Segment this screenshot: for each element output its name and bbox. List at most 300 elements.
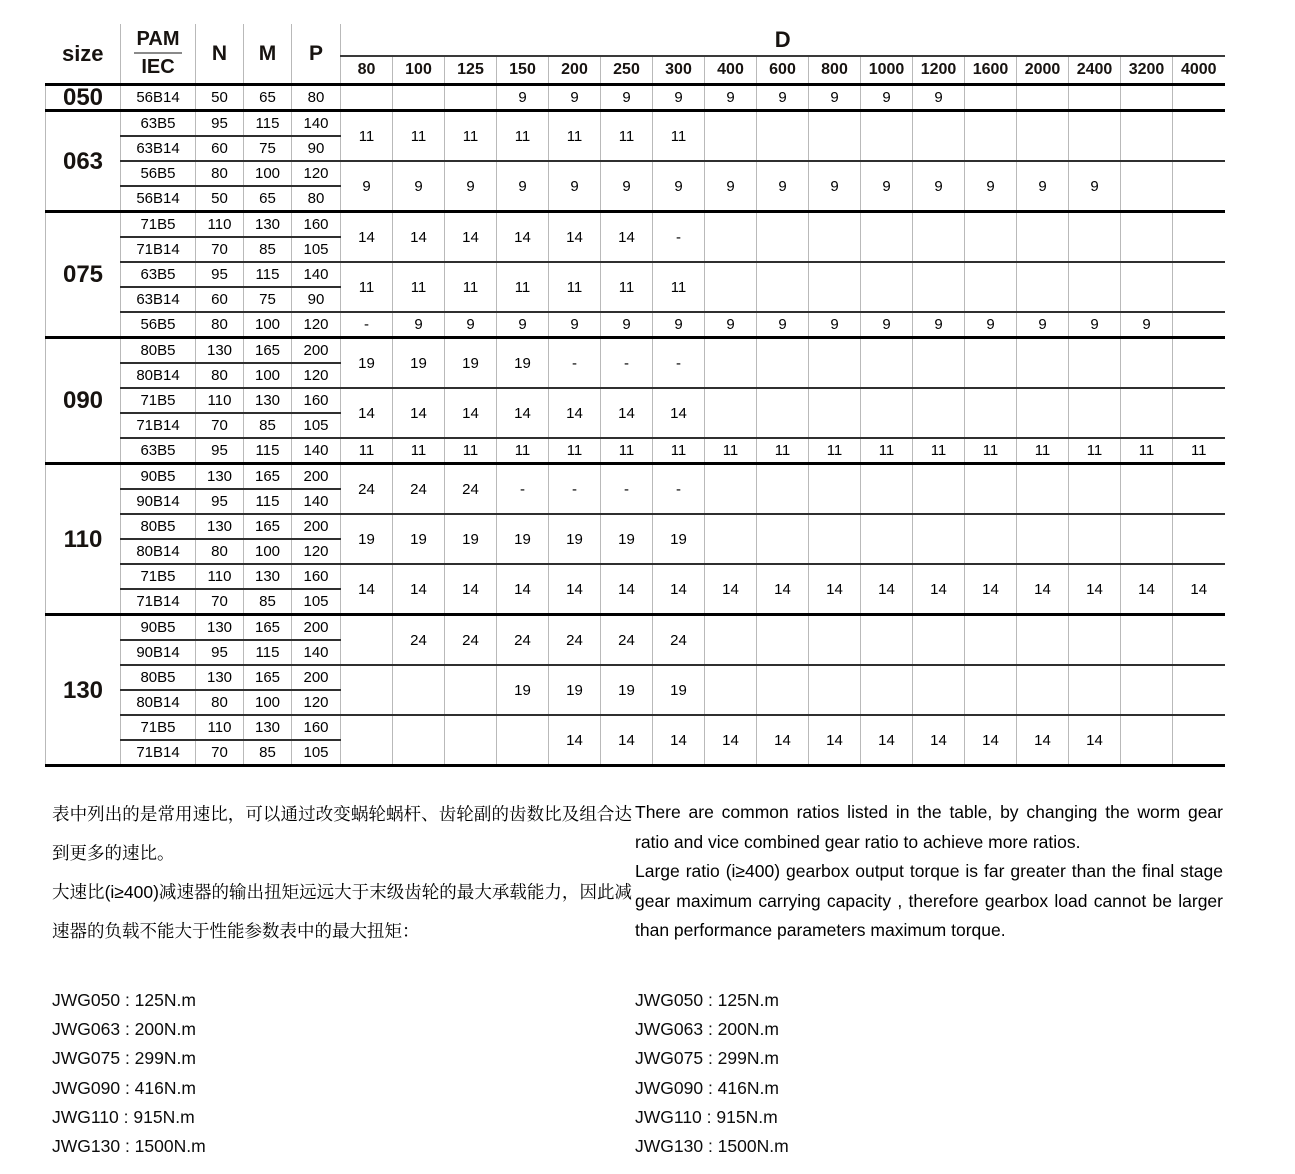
m-cell: 75: [244, 136, 292, 161]
col-header-d-250: 250: [601, 56, 653, 85]
torque-item: JWG090 : 416N.m: [635, 1077, 779, 1098]
n-cell: 130: [196, 514, 244, 539]
n-cell: 80: [196, 363, 244, 388]
header-row-top: [46, 24, 1225, 56]
m-cell: 100: [244, 539, 292, 564]
m-cell: 85: [244, 237, 292, 262]
ratio-cell-600: [757, 615, 809, 666]
iec-cell: 63B5: [121, 438, 196, 464]
ratio-cell-150: 11: [497, 262, 549, 312]
ratio-cell-300: 11: [653, 262, 705, 312]
ratio-cell-150: 11: [497, 111, 549, 162]
ratio-cell-1000: [861, 665, 913, 715]
col-header-d-1200: 1200: [913, 56, 965, 85]
col-header-d-100: 100: [393, 56, 445, 85]
ratio-cell-2000: [1017, 665, 1069, 715]
ratio-cell-400: [705, 514, 757, 564]
ratio-cell-4000: [1173, 388, 1225, 438]
ratio-cell-150: 9: [497, 312, 549, 338]
n-cell: 50: [196, 85, 244, 111]
ratio-cell-2400: 14: [1069, 564, 1121, 615]
p-cell: 200: [292, 665, 341, 690]
ratio-cell-3200: 9: [1121, 312, 1173, 338]
m-cell: 115: [244, 438, 292, 464]
iec-cell: 71B14: [121, 589, 196, 615]
size-cell: 050: [46, 85, 121, 111]
ratio-cell-400: 14: [705, 715, 757, 766]
ratio-cell-400: 9: [705, 312, 757, 338]
ratio-cell-2400: 14: [1069, 715, 1121, 766]
size-cell: 110: [46, 464, 121, 615]
ratio-cell-600: 9: [757, 161, 809, 212]
col-header-d-80: 80: [341, 56, 393, 85]
iec-cell: 90B14: [121, 640, 196, 665]
table-header: [46, 24, 1225, 85]
table-row: [46, 312, 1225, 338]
p-cell: 120: [292, 539, 341, 564]
col-header-n: N: [196, 24, 244, 85]
ratio-cell-250: 11: [601, 262, 653, 312]
ratio-cell-300: 19: [653, 514, 705, 564]
ratio-cell-125: 14: [445, 564, 497, 615]
p-cell: 160: [292, 388, 341, 413]
torque-list-right: [635, 986, 789, 1161]
ratio-cell-150: 9: [497, 161, 549, 212]
torque-item: JWG063 : 200N.m: [635, 1019, 779, 1040]
ratio-cell-1600: [965, 388, 1017, 438]
torque-item: JWG090 : 416N.m: [52, 1077, 196, 1098]
iec-cell: 90B5: [121, 464, 196, 490]
p-cell: 160: [292, 212, 341, 238]
ratio-cell-1600: 14: [965, 564, 1017, 615]
col-header-m: M: [244, 24, 292, 85]
m-cell: 65: [244, 85, 292, 111]
note-en-1: There are common ratios listed in the table, by changing the worm gear ratio and vice combined gear ratio to achieve more ratios.: [635, 802, 1223, 852]
m-cell: 115: [244, 640, 292, 665]
ratio-cell-600: [757, 665, 809, 715]
ratio-cell-2400: [1069, 615, 1121, 666]
ratio-cell-2400: 11: [1069, 438, 1121, 464]
n-cell: 110: [196, 388, 244, 413]
ratio-cell-2000: 9: [1017, 161, 1069, 212]
n-cell: 60: [196, 136, 244, 161]
m-cell: 165: [244, 665, 292, 690]
ratio-cell-100: 14: [393, 564, 445, 615]
ratio-cell-800: [809, 262, 861, 312]
ratio-cell-80: 19: [341, 338, 393, 389]
col-header-p: P: [292, 24, 341, 85]
ratio-cell-200: 11: [549, 111, 601, 162]
torque-item: JWG063 : 200N.m: [52, 1019, 196, 1040]
ratio-cell-2000: [1017, 212, 1069, 263]
m-cell: 115: [244, 262, 292, 287]
spec-table-body: [46, 85, 1225, 766]
ratio-cell-250: -: [601, 464, 653, 515]
ratio-cell-4000: [1173, 715, 1225, 766]
iec-cell: 90B5: [121, 615, 196, 641]
n-cell: 70: [196, 413, 244, 438]
table-row: [46, 438, 1225, 464]
ratio-cell-150: -: [497, 464, 549, 515]
n-cell: 70: [196, 740, 244, 766]
iec-cell: 71B14: [121, 740, 196, 766]
ratio-cell-125: 11: [445, 111, 497, 162]
ratio-cell-1200: [913, 615, 965, 666]
ratio-cell-100: 14: [393, 212, 445, 263]
size-cell: 090: [46, 338, 121, 464]
ratio-cell-800: 9: [809, 161, 861, 212]
col-header-pam-iec: [121, 24, 196, 85]
ratio-cell-1200: 11: [913, 438, 965, 464]
m-cell: 165: [244, 464, 292, 490]
ratio-cell-2400: [1069, 514, 1121, 564]
table-row: [46, 111, 1225, 137]
p-cell: 80: [292, 186, 341, 212]
ratio-cell-1200: [913, 262, 965, 312]
torque-item: JWG075 : 299N.m: [635, 1048, 779, 1069]
ratio-cell-4000: [1173, 212, 1225, 263]
n-cell: 130: [196, 338, 244, 364]
n-cell: 130: [196, 464, 244, 490]
ratio-cell-125: 9: [445, 312, 497, 338]
ratio-cell-600: [757, 514, 809, 564]
n-cell: 95: [196, 262, 244, 287]
ratio-cell-200: 9: [549, 312, 601, 338]
iec-cell: 56B5: [121, 161, 196, 186]
ratio-cell-100: 11: [393, 262, 445, 312]
ratio-cell-1000: 9: [861, 161, 913, 212]
col-header-d-2000: 2000: [1017, 56, 1069, 85]
torque-item: JWG075 : 299N.m: [52, 1048, 196, 1069]
ratio-table-wrap: [45, 24, 1225, 767]
m-cell: 165: [244, 615, 292, 641]
ratio-cell-4000: [1173, 615, 1225, 666]
pam-label: PAM: [134, 28, 183, 54]
ratio-cell-400: [705, 388, 757, 438]
table-row: [46, 514, 1225, 539]
ratio-cell-1200: 14: [913, 715, 965, 766]
ratio-cell-1200: 9: [913, 161, 965, 212]
col-header-d-3200: 3200: [1121, 56, 1173, 85]
p-cell: 160: [292, 564, 341, 589]
ratio-cell-1600: [965, 85, 1017, 111]
ratio-cell-800: 14: [809, 564, 861, 615]
ratio-cell-250: 11: [601, 111, 653, 162]
ratio-cell-1000: 11: [861, 438, 913, 464]
ratio-cell-2000: 14: [1017, 715, 1069, 766]
ratio-cell-300: 14: [653, 388, 705, 438]
ratio-cell-800: [809, 388, 861, 438]
ratio-cell-80: [341, 715, 393, 766]
iec-cell: 63B14: [121, 287, 196, 312]
ratio-cell-200: 11: [549, 262, 601, 312]
p-cell: 120: [292, 161, 341, 186]
ratio-cell-1600: [965, 464, 1017, 515]
ratio-cell-200: -: [549, 338, 601, 389]
ratio-cell-1000: [861, 388, 913, 438]
ratio-cell-800: 9: [809, 85, 861, 111]
ratio-cell-125: [445, 665, 497, 715]
torque-item: JWG050 : 125N.m: [635, 990, 779, 1010]
ratio-cell-250: 19: [601, 514, 653, 564]
col-header-d: D: [341, 24, 1225, 56]
p-cell: 160: [292, 715, 341, 740]
ratio-cell-2000: [1017, 388, 1069, 438]
p-cell: 200: [292, 464, 341, 490]
ratio-cell-400: 11: [705, 438, 757, 464]
ratio-cell-80: [341, 665, 393, 715]
col-header-d-600: 600: [757, 56, 809, 85]
pam-iec-stack: [131, 28, 186, 79]
ratio-cell-3200: 14: [1121, 564, 1173, 615]
ratio-cell-1200: 14: [913, 564, 965, 615]
ratio-cell-400: [705, 615, 757, 666]
ratio-cell-300: 14: [653, 564, 705, 615]
ratio-cell-150: 19: [497, 338, 549, 389]
iec-cell: 71B14: [121, 413, 196, 438]
ratio-cell-4000: 11: [1173, 438, 1225, 464]
n-cell: 110: [196, 564, 244, 589]
p-cell: 105: [292, 589, 341, 615]
ratio-cell-3200: [1121, 715, 1173, 766]
n-cell: 95: [196, 489, 244, 514]
col-header-d-200: 200: [549, 56, 601, 85]
ratio-cell-400: [705, 464, 757, 515]
m-cell: 100: [244, 161, 292, 186]
ratio-cell-1200: 9: [913, 85, 965, 111]
n-cell: 95: [196, 640, 244, 665]
ratio-cell-800: [809, 665, 861, 715]
iec-cell: 56B5: [121, 312, 196, 338]
ratio-cell-100: [393, 665, 445, 715]
ratio-cell-250: 14: [601, 715, 653, 766]
note-en-2: Large ratio (i≥400) gearbox output torque is far greater than the final stage gear maximum carrying capacity , therefore gearbox load cannot be larger than performance parameters maximum torque.: [635, 861, 1223, 940]
p-cell: 105: [292, 413, 341, 438]
ratio-cell-4000: 14: [1173, 564, 1225, 615]
ratio-cell-100: [393, 85, 445, 111]
ratio-cell-800: 11: [809, 438, 861, 464]
ratio-cell-2000: [1017, 464, 1069, 515]
ratio-cell-125: 24: [445, 615, 497, 666]
ratio-cell-4000: [1173, 161, 1225, 212]
ratio-cell-200: 9: [549, 161, 601, 212]
ratio-cell-3200: [1121, 85, 1173, 111]
iec-cell: 80B14: [121, 539, 196, 564]
n-cell: 130: [196, 615, 244, 641]
ratio-cell-1000: 14: [861, 564, 913, 615]
ratio-cell-200: 11: [549, 438, 601, 464]
ratio-cell-2000: [1017, 85, 1069, 111]
ratio-cell-300: 9: [653, 312, 705, 338]
note-cn-1: 表中列出的是常用速比，可以通过改变蜗轮蜗杆、齿轮副的齿数比及组合达到更多的速比。: [52, 804, 632, 863]
ratio-cell-400: [705, 262, 757, 312]
iec-cell: 63B5: [121, 262, 196, 287]
ratio-cell-250: 14: [601, 564, 653, 615]
iec-cell: 80B14: [121, 363, 196, 388]
col-header-d-125: 125: [445, 56, 497, 85]
ratio-cell-300: -: [653, 338, 705, 389]
ratio-cell-2400: [1069, 212, 1121, 263]
ratio-cell-150: 19: [497, 665, 549, 715]
n-cell: 80: [196, 161, 244, 186]
ratio-cell-300: 9: [653, 161, 705, 212]
ratio-cell-2400: [1069, 262, 1121, 312]
p-cell: 200: [292, 338, 341, 364]
ratio-cell-250: 14: [601, 212, 653, 263]
torque-item: JWG050 : 125N.m: [52, 990, 196, 1010]
ratio-cell-200: 14: [549, 212, 601, 263]
table-row: [46, 85, 1225, 111]
ratio-spec-table: [45, 24, 1225, 767]
ratio-cell-150: 24: [497, 615, 549, 666]
p-cell: 200: [292, 514, 341, 539]
torque-item: JWG130 : 1500N.m: [52, 1136, 206, 1157]
iec-label: IEC: [141, 56, 175, 79]
ratio-cell-600: [757, 111, 809, 162]
ratio-cell-2000: [1017, 262, 1069, 312]
ratio-cell-4000: [1173, 85, 1225, 111]
m-cell: 130: [244, 564, 292, 589]
ratio-cell-300: 11: [653, 438, 705, 464]
n-cell: 80: [196, 539, 244, 564]
ratio-cell-600: [757, 262, 809, 312]
col-header-d-400: 400: [705, 56, 757, 85]
note-cn-2: 大速比(i≥400)减速器的输出扭矩远远大于末级齿轮的最大承载能力，因此减速器的负载不能大于性能参数表中的最大扭矩：: [52, 882, 632, 941]
ratio-cell-1600: [965, 111, 1017, 162]
ratio-cell-4000: [1173, 262, 1225, 312]
ratio-cell-1200: [913, 665, 965, 715]
ratio-cell-1200: [913, 514, 965, 564]
ratio-cell-80: 11: [341, 438, 393, 464]
table-row: [46, 665, 1225, 690]
ratio-cell-2000: [1017, 615, 1069, 666]
n-cell: 70: [196, 237, 244, 262]
ratio-cell-1000: [861, 464, 913, 515]
m-cell: 130: [244, 388, 292, 413]
ratio-cell-1600: 11: [965, 438, 1017, 464]
ratio-cell-100: 24: [393, 615, 445, 666]
p-cell: 140: [292, 111, 341, 137]
ratio-cell-4000: [1173, 665, 1225, 715]
ratio-cell-800: [809, 338, 861, 389]
p-cell: 120: [292, 690, 341, 715]
ratio-cell-150: 14: [497, 388, 549, 438]
col-header-size: size: [46, 24, 121, 85]
ratio-cell-200: 14: [549, 388, 601, 438]
iec-cell: 71B5: [121, 564, 196, 589]
ratio-cell-100: [393, 715, 445, 766]
m-cell: 115: [244, 489, 292, 514]
ratio-cell-400: [705, 111, 757, 162]
ratio-cell-80: 9: [341, 161, 393, 212]
ratio-cell-200: 19: [549, 665, 601, 715]
ratio-cell-200: 14: [549, 715, 601, 766]
ratio-cell-200: 14: [549, 564, 601, 615]
ratio-cell-4000: [1173, 338, 1225, 389]
p-cell: 120: [292, 363, 341, 388]
ratio-cell-2400: [1069, 85, 1121, 111]
ratio-cell-2400: 9: [1069, 161, 1121, 212]
ratio-cell-200: 9: [549, 85, 601, 111]
ratio-cell-150: [497, 715, 549, 766]
ratio-cell-2000: 14: [1017, 564, 1069, 615]
iec-cell: 56B14: [121, 186, 196, 212]
iec-cell: 90B14: [121, 489, 196, 514]
table-row: [46, 464, 1225, 490]
ratio-cell-1600: [965, 262, 1017, 312]
m-cell: 100: [244, 363, 292, 388]
p-cell: 80: [292, 85, 341, 111]
ratio-cell-250: 19: [601, 665, 653, 715]
ratio-cell-150: 9: [497, 85, 549, 111]
ratio-cell-1000: [861, 111, 913, 162]
ratio-cell-250: 9: [601, 85, 653, 111]
iec-cell: 80B5: [121, 665, 196, 690]
ratio-cell-1200: 9: [913, 312, 965, 338]
ratio-cell-150: 19: [497, 514, 549, 564]
ratio-cell-600: 14: [757, 715, 809, 766]
ratio-cell-1000: 9: [861, 312, 913, 338]
col-header-d-800: 800: [809, 56, 861, 85]
table-row: [46, 161, 1225, 186]
col-header-d-1000: 1000: [861, 56, 913, 85]
ratio-cell-600: 9: [757, 312, 809, 338]
ratio-cell-2400: [1069, 111, 1121, 162]
ratio-cell-200: 19: [549, 514, 601, 564]
n-cell: 80: [196, 690, 244, 715]
table-row: [46, 388, 1225, 413]
ratio-cell-250: 24: [601, 615, 653, 666]
iec-cell: 71B5: [121, 715, 196, 740]
p-cell: 105: [292, 237, 341, 262]
ratio-cell-125: 19: [445, 514, 497, 564]
table-row: [46, 715, 1225, 740]
table-row: [46, 262, 1225, 287]
ratio-cell-2000: 9: [1017, 312, 1069, 338]
ratio-cell-125: [445, 85, 497, 111]
ratio-cell-2400: [1069, 388, 1121, 438]
ratio-cell-600: 11: [757, 438, 809, 464]
m-cell: 165: [244, 514, 292, 539]
col-header-d-150: 150: [497, 56, 549, 85]
p-cell: 200: [292, 615, 341, 641]
m-cell: 115: [244, 111, 292, 137]
ratio-cell-100: 19: [393, 338, 445, 389]
ratio-cell-1000: [861, 338, 913, 389]
ratio-cell-1200: [913, 111, 965, 162]
ratio-cell-125: 14: [445, 388, 497, 438]
n-cell: 80: [196, 312, 244, 338]
ratio-cell-4000: [1173, 111, 1225, 162]
ratio-cell-200: 24: [549, 615, 601, 666]
ratio-cell-300: 19: [653, 665, 705, 715]
ratio-cell-150: 14: [497, 212, 549, 263]
ratio-cell-300: 11: [653, 111, 705, 162]
size-cell: 130: [46, 615, 121, 766]
iec-cell: 56B14: [121, 85, 196, 111]
ratio-cell-125: 19: [445, 338, 497, 389]
ratio-cell-300: 24: [653, 615, 705, 666]
ratio-cell-80: 14: [341, 388, 393, 438]
ratio-cell-800: 9: [809, 312, 861, 338]
ratio-cell-400: 14: [705, 564, 757, 615]
ratio-cell-3200: [1121, 161, 1173, 212]
ratio-cell-80: 19: [341, 514, 393, 564]
ratio-cell-2000: [1017, 111, 1069, 162]
ratio-cell-4000: [1173, 514, 1225, 564]
iec-cell: 63B5: [121, 111, 196, 137]
ratio-cell-80: [341, 85, 393, 111]
